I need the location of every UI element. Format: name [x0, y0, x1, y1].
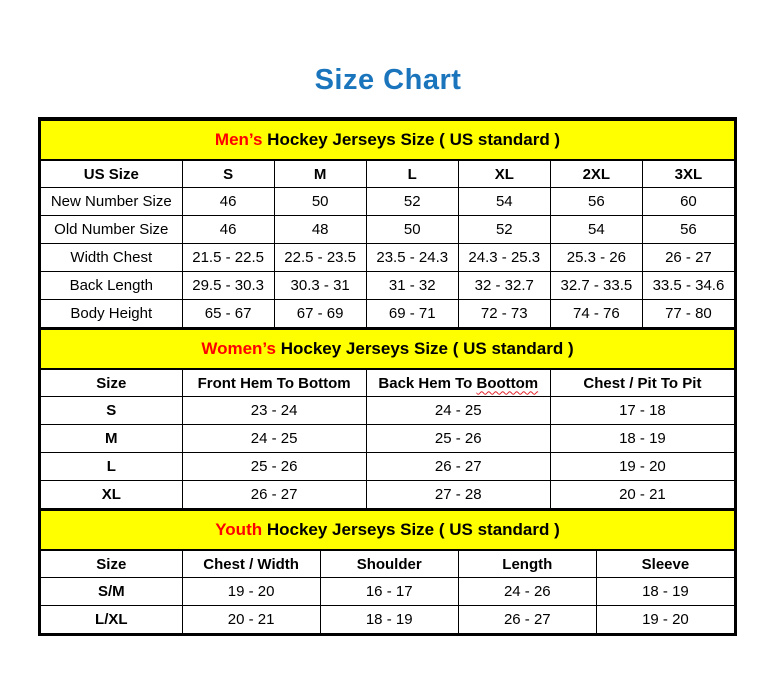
row-label-cell: Old Number Size [41, 216, 183, 244]
row-label-cell: M [41, 425, 183, 453]
value-cell: 25 - 26 [366, 425, 550, 453]
womens-size-table [40, 328, 735, 509]
value-cell: 26 - 27 [182, 481, 366, 509]
value-cell: 19 - 20 [596, 606, 734, 634]
mens-size-table [40, 119, 735, 328]
value-cell: 56 [642, 216, 734, 244]
value-cell: 20 - 21 [182, 606, 320, 634]
column-header: Shoulder [320, 550, 458, 578]
table-row [41, 216, 735, 244]
row-label-cell: Back Length [41, 272, 183, 300]
value-cell: 25.3 - 26 [550, 244, 642, 272]
section-title [41, 510, 735, 550]
table-row [41, 578, 735, 606]
column-header-text: Back Hem To [378, 374, 477, 392]
value-cell: 48 [274, 216, 366, 244]
value-cell: 32.7 - 33.5 [550, 272, 642, 300]
column-header: US Size [41, 160, 183, 188]
value-cell: 17 - 18 [550, 397, 734, 425]
column-header: S [182, 160, 274, 188]
value-cell: 29.5 - 30.3 [182, 272, 274, 300]
value-cell: 60 [642, 188, 734, 216]
value-cell: 20 - 21 [550, 481, 734, 509]
size-chart-tables [38, 117, 737, 636]
table-row [41, 397, 735, 425]
value-cell: 52 [458, 216, 550, 244]
section-header-row [41, 120, 735, 160]
section-header-row [41, 329, 735, 369]
column-header: Sleeve [596, 550, 734, 578]
column-header: 3XL [642, 160, 734, 188]
column-header: XL [458, 160, 550, 188]
column-header: Size [41, 369, 183, 397]
value-cell: 18 - 19 [596, 578, 734, 606]
value-cell: 69 - 71 [366, 300, 458, 328]
table-row [41, 606, 735, 634]
value-cell: 77 - 80 [642, 300, 734, 328]
section-title-highlight: Women’s [201, 339, 276, 358]
value-cell: 19 - 20 [550, 453, 734, 481]
column-header: Chest / Pit To Pit [550, 369, 734, 397]
section-title-rest: Hockey Jerseys Size ( US standard ) [275, 339, 574, 358]
column-header: Front Hem To Bottom [182, 369, 366, 397]
section-title-highlight: Men’s [214, 130, 263, 149]
column-header: Chest / Width [182, 550, 320, 578]
column-header [366, 369, 550, 397]
table-row [41, 481, 735, 509]
value-cell: 32 - 32.7 [458, 272, 550, 300]
section-title-rest: Hockey Jerseys Size ( US standard ) [262, 130, 561, 149]
row-label-cell: L/XL [41, 606, 183, 634]
value-cell: 16 - 17 [320, 578, 458, 606]
value-cell: 24.3 - 25.3 [458, 244, 550, 272]
value-cell: 31 - 32 [366, 272, 458, 300]
value-cell: 52 [366, 188, 458, 216]
value-cell: 22.5 - 23.5 [274, 244, 366, 272]
value-cell: 65 - 67 [182, 300, 274, 328]
section-title-rest: Hockey Jerseys Size ( US standard ) [262, 520, 560, 539]
value-cell: 23 - 24 [182, 397, 366, 425]
column-header: L [366, 160, 458, 188]
page-title: Size Chart [314, 64, 462, 96]
value-cell: 27 - 28 [366, 481, 550, 509]
column-header-row [41, 160, 735, 188]
value-cell: 19 - 20 [182, 578, 320, 606]
row-label-cell: Body Height [41, 300, 183, 328]
column-header-row [41, 369, 735, 397]
section-title-highlight: Youth [215, 520, 263, 539]
value-cell: 54 [550, 216, 642, 244]
value-cell: 30.3 - 31 [274, 272, 366, 300]
section-title [41, 329, 735, 369]
value-cell: 24 - 26 [458, 578, 596, 606]
value-cell: 72 - 73 [458, 300, 550, 328]
value-cell: 21.5 - 22.5 [182, 244, 274, 272]
column-header-row [41, 550, 735, 578]
value-cell: 24 - 25 [182, 425, 366, 453]
table-row [41, 244, 735, 272]
row-label-cell: S [41, 397, 183, 425]
value-cell: 46 [182, 188, 274, 216]
value-cell: 54 [458, 188, 550, 216]
column-header: Size [41, 550, 183, 578]
value-cell: 26 - 27 [642, 244, 734, 272]
row-label-cell: L [41, 453, 183, 481]
value-cell: 26 - 27 [458, 606, 596, 634]
section-header-row [41, 510, 735, 550]
value-cell: 50 [274, 188, 366, 216]
table-row [41, 272, 735, 300]
value-cell: 50 [366, 216, 458, 244]
value-cell: 46 [182, 216, 274, 244]
row-label-cell: XL [41, 481, 183, 509]
value-cell: 56 [550, 188, 642, 216]
row-label-cell: S/M [41, 578, 183, 606]
row-label-cell: Width Chest [41, 244, 183, 272]
youth-size-table [40, 509, 735, 634]
value-cell: 18 - 19 [550, 425, 734, 453]
table-row [41, 300, 735, 328]
value-cell: 67 - 69 [274, 300, 366, 328]
value-cell: 74 - 76 [550, 300, 642, 328]
value-cell: 26 - 27 [366, 453, 550, 481]
column-header: Length [458, 550, 596, 578]
table-row [41, 453, 735, 481]
value-cell: 23.5 - 24.3 [366, 244, 458, 272]
value-cell: 24 - 25 [366, 397, 550, 425]
row-label-cell: New Number Size [41, 188, 183, 216]
misspelled-word: Boottom [476, 374, 539, 392]
value-cell: 25 - 26 [182, 453, 366, 481]
value-cell: 33.5 - 34.6 [642, 272, 734, 300]
table-row [41, 188, 735, 216]
value-cell: 18 - 19 [320, 606, 458, 634]
table-row [41, 425, 735, 453]
section-title [41, 120, 735, 160]
column-header: 2XL [550, 160, 642, 188]
column-header: M [274, 160, 366, 188]
